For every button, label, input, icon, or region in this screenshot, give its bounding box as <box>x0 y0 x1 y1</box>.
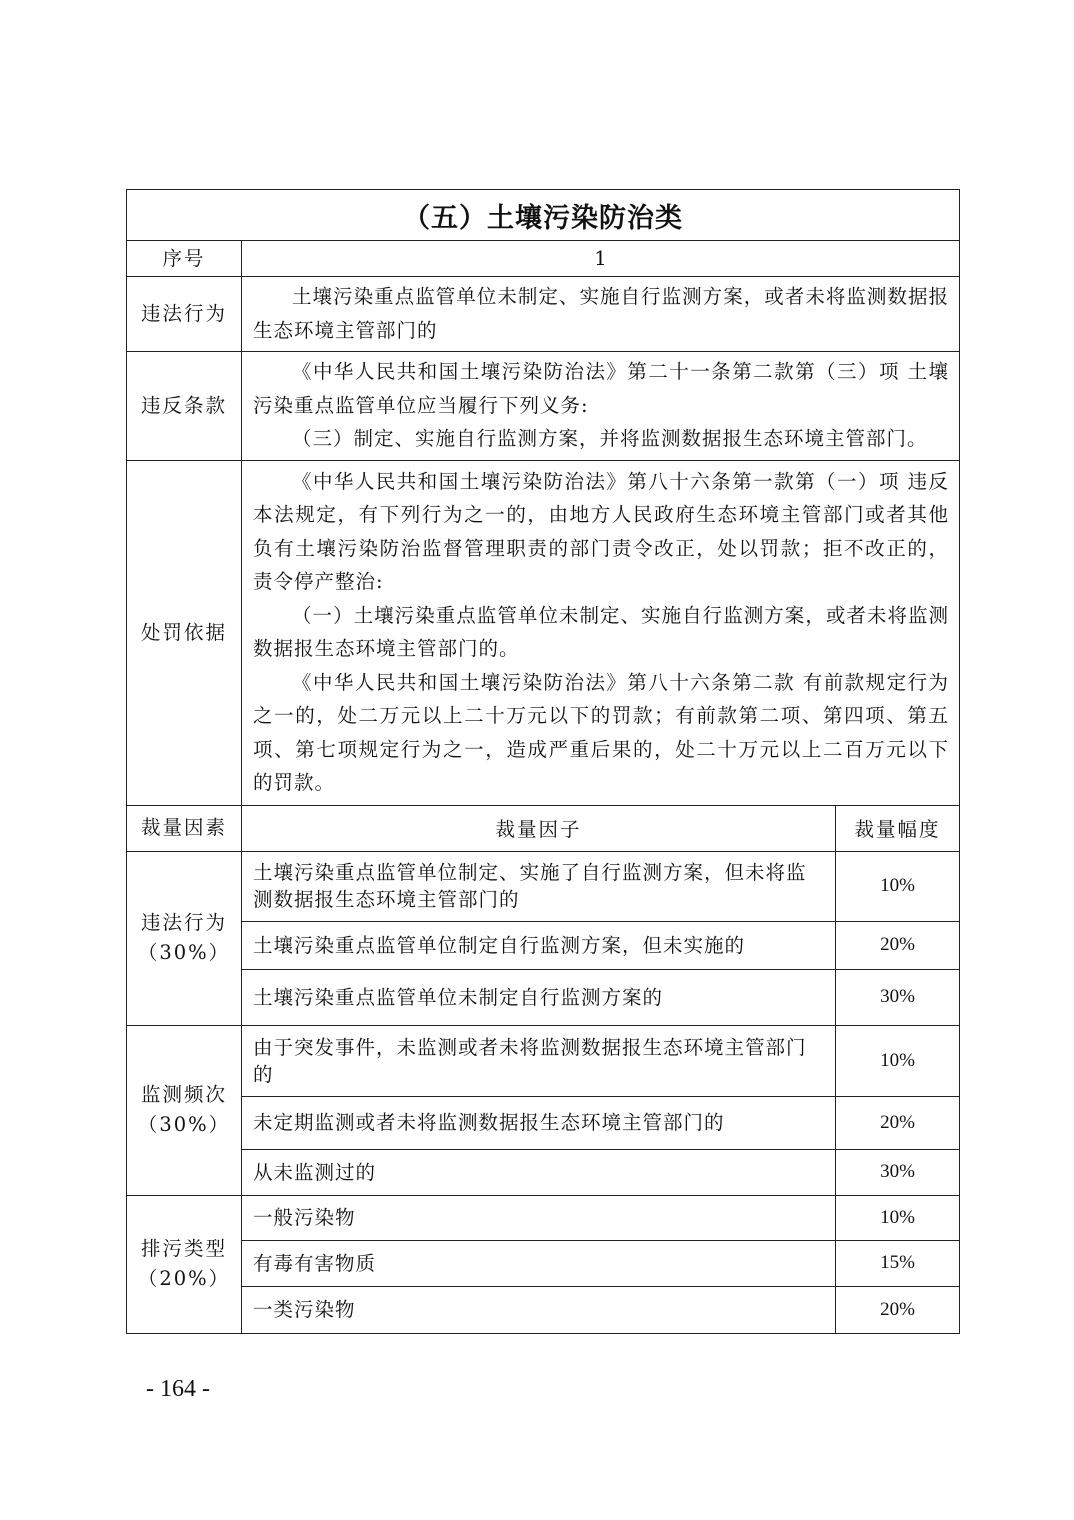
violation-row <box>127 277 960 352</box>
violation-text: 土壤污染重点监管单位未制定、实施自行监测方案，或者未将监测数据报生态环境主管部门的 <box>253 285 950 342</box>
factor-text: 土壤污染重点监管单位未制定自行监测方案的 <box>242 969 836 1025</box>
basis-paragraph: 《中华人民共和国土壤污染防治法》第八十六条第一款第（一）项 违反本法规定，有下列行为之一的，由地方人民政府生态环境主管部门或者其他负有土壤污染防治监督管理职责的部门责令改正，处以罚款；拒不改正的，责令停产整治: <box>253 469 950 593</box>
group-name: 排污类型 <box>140 1237 227 1260</box>
factor-text: 有毒有害物质 <box>242 1240 836 1286</box>
range-value: 15% <box>836 1240 960 1286</box>
factor-row <box>127 921 960 969</box>
factor-text: 从未监测过的 <box>242 1149 836 1195</box>
clause-label: 违反条款 <box>127 352 242 461</box>
factor-row <box>127 1240 960 1286</box>
group-name: 违法行为 <box>140 911 227 934</box>
range-value: 10% <box>836 1195 960 1240</box>
factor-text: 未定期监测或者未将监测数据报生态环境主管部门的 <box>242 1096 836 1149</box>
factors-label: 裁量因素 <box>127 805 242 851</box>
factor-row <box>127 1025 960 1096</box>
range-value: 20% <box>836 1096 960 1149</box>
range-value: 20% <box>836 921 960 969</box>
penalty-discretion-table <box>126 189 960 1334</box>
group-label <box>127 1025 242 1195</box>
factor-text: 一般污染物 <box>242 1195 836 1240</box>
group-weight: （20%） <box>137 1267 231 1290</box>
factor-header: 裁量因子 <box>242 805 836 851</box>
seq-row <box>127 241 960 277</box>
factor-row <box>127 1096 960 1149</box>
basis-paragraph: （一）土壤污染重点监管单位未制定、实施自行监测方案，或者未将监测数据报生态环境主管部门的。 <box>253 603 950 660</box>
violation-cell <box>242 277 960 352</box>
factor-text: 由于突发事件，未监测或者未将监测数据报生态环境主管部门的 <box>242 1025 836 1096</box>
clause-paragraph: 《中华人民共和国土壤污染防治法》第二十一条第二款第（三）项 土壤污染重点监管单位应当履行下列义务: <box>253 360 950 417</box>
factor-row <box>127 1149 960 1195</box>
range-value: 10% <box>836 851 960 921</box>
factor-row <box>127 1195 960 1240</box>
page-number: - 164 - <box>146 1376 210 1402</box>
clause-row <box>127 352 960 461</box>
factor-text: 一类污染物 <box>242 1286 836 1333</box>
basis-row <box>127 460 960 805</box>
range-value: 10% <box>836 1025 960 1096</box>
clause-cell <box>242 352 960 461</box>
violation-label: 违法行为 <box>127 277 242 352</box>
factor-text: 土壤污染重点监管单位制定自行监测方案，但未实施的 <box>242 921 836 969</box>
range-value: 30% <box>836 1149 960 1195</box>
group-name: 监测频次 <box>140 1083 227 1106</box>
basis-label: 处罚依据 <box>127 460 242 805</box>
range-header: 裁量幅度 <box>836 805 960 851</box>
factor-row <box>127 969 960 1025</box>
group-weight: （30%） <box>137 941 231 964</box>
factor-row <box>127 1286 960 1333</box>
range-value: 30% <box>836 969 960 1025</box>
group-label <box>127 851 242 1025</box>
seq-label: 序号 <box>127 241 242 277</box>
title-row <box>127 190 960 241</box>
factor-header-row <box>127 805 960 851</box>
seq-value: 1 <box>242 241 960 277</box>
factor-text: 土壤污染重点监管单位制定、实施了自行监测方案，但未将监测数据报生态环境主管部门的 <box>242 851 836 921</box>
group-weight: （30%） <box>137 1113 231 1136</box>
clause-paragraph: （三）制定、实施自行监测方案，并将监测数据报生态环境主管部门。 <box>292 427 928 450</box>
section-title: （五）土壤污染防治类 <box>127 190 960 241</box>
group-label <box>127 1195 242 1333</box>
basis-paragraph: 《中华人民共和国土壤污染防治法》第八十六条第二款 有前款规定行为之一的，处二万元以上二十万元以下的罚款；有前款第二项、第四项、第五项、第七项规定行为之一，造成严重后果的，处二十万元以上二百万元以下的罚款。 <box>253 670 950 794</box>
range-value: 20% <box>836 1286 960 1333</box>
factor-row <box>127 851 960 921</box>
basis-cell <box>242 460 960 805</box>
